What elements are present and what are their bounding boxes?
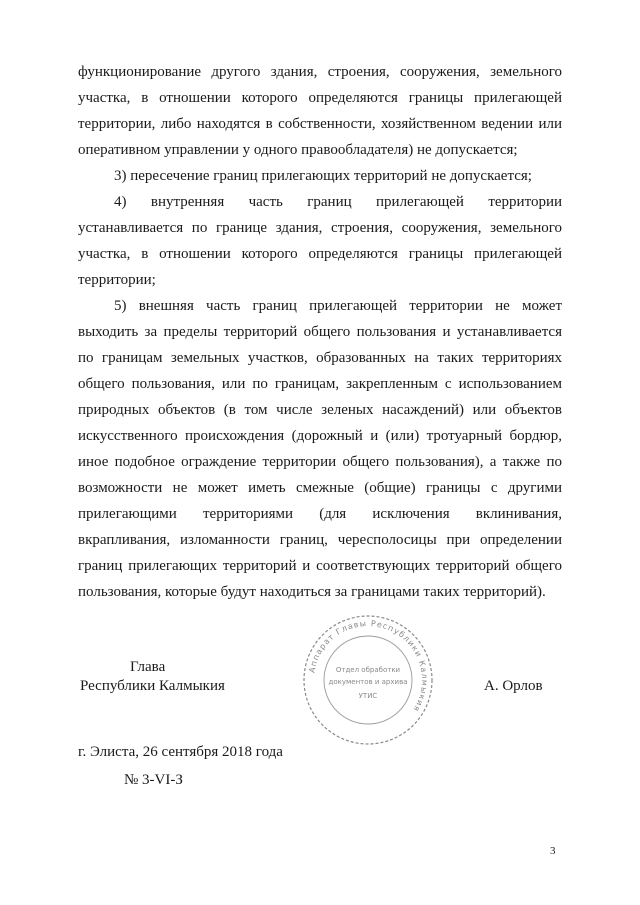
body-line: искусственного происхождения (дорожный и (или) тротуарный бордюр, — [78, 428, 562, 444]
body-line: устанавливается по границе здания, строения, сооружения, земельного — [78, 220, 562, 236]
body-line: возможности не может иметь смежные (общие) границы с другими — [78, 480, 562, 496]
page-number: 3 — [550, 845, 556, 857]
list-item-5: 5) внешняя часть границ прилегающей территории не может — [114, 298, 562, 314]
stamp-ring-text: Аппарат Главы Республики Калмыкия — [307, 618, 430, 714]
body-line: оперативном управлении у одного правообладателя) не допускается; — [78, 142, 518, 158]
signatory-name: А. Орлов — [484, 678, 543, 694]
body-line: пользования, которые будут находиться за границами таких территорий). — [78, 584, 546, 600]
body-line: вкрапливания, изломанности границ, чересполосицы при определении — [78, 532, 562, 548]
body-line: выходить за пределы территорий общего пользования и устанавливается — [78, 324, 562, 340]
stamp-center-line: документов и архива — [328, 678, 408, 686]
body-line: границ прилегающих территорий и соответствующих территорий общего — [78, 558, 562, 574]
signatory-title-line1: Глава — [130, 659, 166, 675]
body-line: по границам земельных участков, образованных на таких территориях — [78, 350, 562, 366]
body-line: функционирование другого здания, строения, сооружения, земельного — [78, 64, 562, 80]
list-item-3: 3) пересечение границ прилегающих территорий не допускается; — [114, 168, 532, 184]
place-date: г. Элиста, 26 сентября 2018 года — [78, 744, 283, 760]
body-line: участка, в отношении которого определяются границы прилегающей — [78, 246, 562, 262]
body-line: территории, либо находятся в собственности, хозяйственном ведении или — [78, 116, 562, 132]
list-item-4: 4) внутренняя часть границ прилегающей территории — [114, 194, 562, 210]
body-line: иное подобное ограждение территории общего пользования), а также по — [78, 454, 562, 470]
official-stamp — [300, 612, 436, 748]
stamp-center-line: УТИС — [358, 692, 378, 700]
body-line: прилегающими территориями (для исключения вклинивания, — [78, 506, 562, 522]
body-line: территории; — [78, 272, 156, 288]
body-line: общего пользования, или по границам, закрепленным с использованием — [78, 376, 562, 392]
body-line: природных объектов (в том числе зеленых насаждений) или объектов — [78, 402, 562, 418]
body-line: участка, в отношении которого определяются границы прилегающей — [78, 90, 562, 106]
document-number: № 3-VI-З — [124, 772, 183, 788]
stamp-center-line: Отдел обработки — [335, 666, 401, 674]
signatory-title-line2: Республики Калмыкия — [80, 678, 225, 694]
